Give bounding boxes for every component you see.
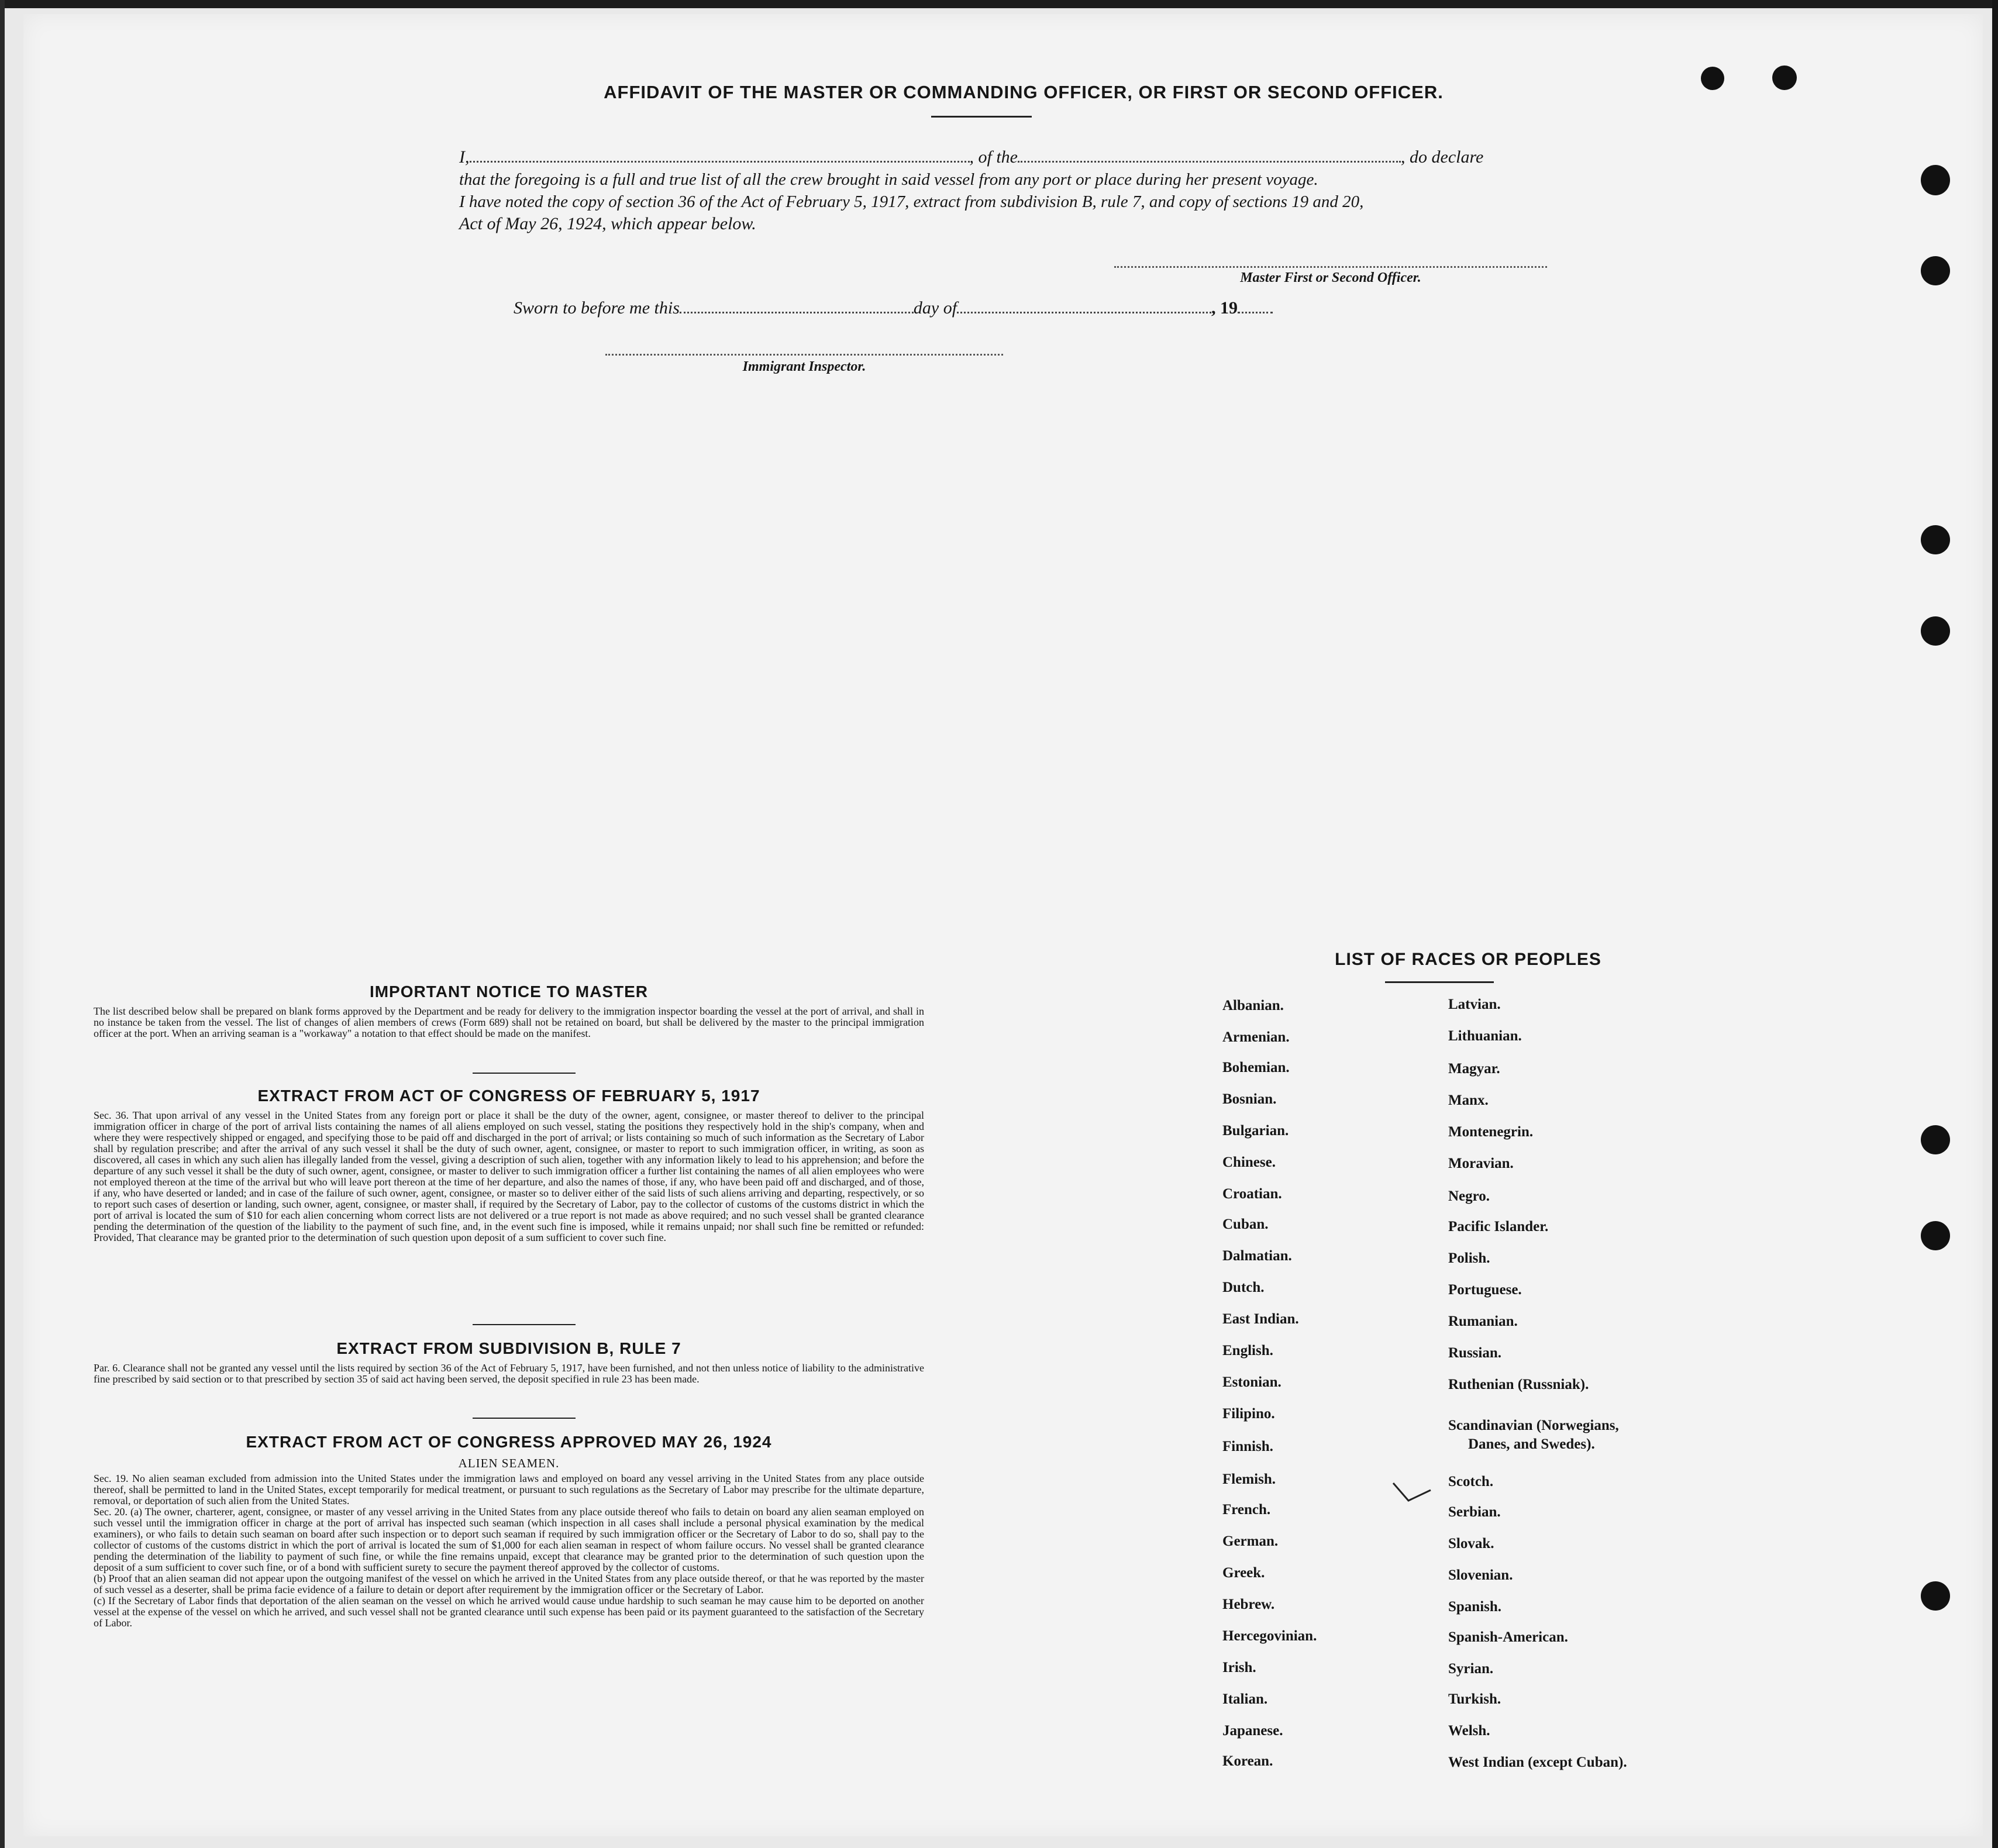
affidavit-line-3: I have noted the copy of section 36 of the Act of February 5, 1917, extract from subdivision B, rule 7, and copy of sections 19 and 20, <box>459 192 1364 211</box>
race-right: Ruthenian (Russniak). <box>1448 1377 1589 1392</box>
punch-hole <box>1921 165 1950 195</box>
sworn-year-field[interactable] <box>1238 312 1273 313</box>
rule7-text: Par. 6. Clearance shall not be granted any vessel until the lists required by section 36 of the Act of February 5, 1917, have been furnished, and not then unless notice of liability to the administrative fine prescribed by said section or to that prescribed by section 35 of said act having been served, the deposit specified in rule 23 has been made. <box>94 1362 924 1385</box>
race-right: Moravian. <box>1448 1156 1514 1171</box>
race-left: German. <box>1222 1533 1279 1549</box>
race-left: Armenian. <box>1222 1029 1290 1045</box>
race-left: Estonian. <box>1222 1374 1282 1390</box>
race-right: Syrian. <box>1448 1661 1494 1677</box>
sec-20b-text: (b) Proof that an alien seaman did not appear upon the outgoing manifest of the vessel on which he arrived in the United States from any place outside thereof, or that he was reported by the master of such vessel as a deserter, shall be prima facie evidence of a failure to detain or deport after requirement by the immigration officer or the Secretary of Labor. <box>94 1573 924 1595</box>
sec-20a-text: Sec. 20. (a) The owner, charterer, agent, consignee, or master of any vessel arriving in the United States from any place outside thereof who fails to detain on board any alien seaman employed on such vessel until the immigration officer in charge at the port of arrival has inspected such seaman (which inspection in all cases shall include a personal physical examination by the medical examiners), or who fails to detain such seaman on board after such inspection or to deport such seaman if required by such immigration officer or the Secretary of Labor to do so, shall pay to the collector of customs of the customs district in which the port of arrival is located the sum of $1,000 for each alien seaman in respect of whom failure occurs. No vessel shall be granted clearance pending the determination of the liability to payment of such fine, or while the fine remains unpaid, except that clearance may be granted prior to the determination of such question upon the deposit of a sum sufficient to cover such fine, or of a bond with sufficient surety to secure the payment thereof approved by the collector of customs. <box>94 1506 924 1573</box>
section-rule <box>473 1418 576 1419</box>
race-right: Latvian. <box>1448 997 1501 1012</box>
race-left: Japanese. <box>1222 1723 1283 1739</box>
extract-1917-text: Sec. 36. That upon arrival of any vessel in the United States from any foreign port or place it shall be the duty of the owner, agent, consignee, or master thereof to deliver to the principal immigration officer in charge of the port of arrival lists containing the names of all aliens employed on such vessel, stating the positions they respectively hold in the ship's company, when and where they were respectively shipped or engaged, and specifying those to be paid off and discharged in the port of arrival; or lists containing so much of such information as the Secretary of Labor shall by regulation prescribe; and after the arrival of any such vessel it shall be the duty of such owner, agent, consignee, or master to report to such immigration officer, in writing, as soon as discovered, all cases in which any such alien has illegally landed from the vessel, giving a description of such alien, together with any information likely to lead to his apprehension; and before the departure of any such vessel it shall be the duty of such owner, agent, consignee, or master to deliver to such immigration officer a further list containing the names of all alien employees who were not employed thereon at the time of the arrival but who will leave port thereon at the time of her departure, and also the names of those, if any, who have been paid off and discharged, and of those, if any, who have deserted or landed; and in case of the failure of such owner, agent, consignee, or master so to deliver either of the said lists of such aliens arriving and departing, respectively, or so to report such cases of desertion or landing, such owner, agent, consignee, or master shall, if required by the Secretary of Labor, pay to the collector of customs of the customs district in which the port of arrival is located the sum of $10 for each alien concerning whom correct lists are not delivered or a true report is not made as above required; and no such vessel shall be granted clearance pending the determination of the question of the liability to the payment of such fine, and, in the event such fine is imposed, while it remains unpaid; nor shall such fine be remitted or refunded: Provided, That clearance may be granted prior to the determination of such question upon deposit of a sum sufficient to cover such fine. <box>94 1109 924 1243</box>
races-title: LIST OF RACES OR PEOPLES <box>1335 950 1601 969</box>
signature-label: Master First or Second Officer. <box>1240 270 1421 285</box>
race-right: Welsh. <box>1448 1723 1490 1739</box>
affidavit-title-rule <box>931 116 1032 118</box>
sworn-month-field[interactable] <box>957 312 1211 313</box>
race-right: Slovenian. <box>1448 1567 1513 1583</box>
sworn-label: Sworn to before me this <box>514 298 680 318</box>
check-mark-icon <box>1392 1480 1433 1505</box>
punch-hole <box>1921 1125 1950 1154</box>
race-left: Bohemian. <box>1222 1060 1290 1075</box>
race-left: Bosnian. <box>1222 1091 1277 1107</box>
race-right: Scotch. <box>1448 1474 1494 1490</box>
race-right: Scandinavian (Norwegians, <box>1448 1418 1619 1433</box>
signature-field[interactable] <box>1114 266 1547 268</box>
race-left: English. <box>1222 1343 1273 1359</box>
race-right: Portuguese. <box>1448 1282 1522 1298</box>
race-right: Russian. <box>1448 1345 1502 1361</box>
race-left: Finnish. <box>1222 1439 1273 1454</box>
affidavit-line-4: Act of May 26, 1924, which appear below. <box>459 214 756 233</box>
extract-1924-section <box>94 1433 924 1629</box>
name-field[interactable] <box>470 161 970 163</box>
race-left: Dutch. <box>1222 1280 1265 1295</box>
race-right: Rumanian. <box>1448 1313 1518 1329</box>
sec-20c-text: (c) If the Secretary of Labor finds that deportation of the alien seaman on the vessel on which he arrived would cause undue hardship to such seaman he may cause him to be deported on another vessel at the expense of the vessel on which he arrived, and such vessel shall not be granted clearance until such expense has been paid or its payment guaranteed to the satisfaction of the Secretary of Labor. <box>94 1595 924 1629</box>
race-right: Turkish. <box>1448 1691 1501 1707</box>
race-left: Croatian. <box>1222 1186 1282 1202</box>
extract-1917-section <box>94 1087 924 1243</box>
section-rule <box>473 1073 576 1074</box>
race-right: Danes, and Swedes). <box>1468 1436 1595 1452</box>
notice-title: IMPORTANT NOTICE TO MASTER <box>369 982 649 1001</box>
race-right: Polish. <box>1448 1250 1490 1266</box>
race-left: Bulgarian. <box>1222 1123 1289 1139</box>
punch-hole <box>1921 616 1950 646</box>
race-left: Flemish. <box>1222 1471 1276 1487</box>
rule7-section <box>94 1339 924 1385</box>
sworn-line <box>514 298 1273 318</box>
race-left: Hebrew. <box>1222 1597 1275 1612</box>
punch-hole <box>1772 65 1797 90</box>
affidavit-text <box>459 146 1562 235</box>
race-left: East Indian. <box>1222 1311 1299 1327</box>
race-left: Greek. <box>1222 1565 1265 1581</box>
races-title-rule <box>1385 981 1494 983</box>
affidavit-i: I, <box>459 147 470 167</box>
vessel-field[interactable] <box>1018 161 1401 163</box>
race-right: Magyar. <box>1448 1061 1500 1077</box>
race-right: Manx. <box>1448 1092 1489 1108</box>
inspector-field[interactable] <box>605 354 1003 356</box>
extract-1924-subtitle: ALIEN SEAMEN. <box>458 1456 560 1470</box>
race-left: Italian. <box>1222 1691 1268 1707</box>
punch-hole <box>1921 256 1950 285</box>
scan-top-edge <box>0 0 1998 8</box>
day-of-label: day of <box>913 298 957 318</box>
race-left: Hercegovinian. <box>1222 1628 1317 1644</box>
race-left: Korean. <box>1222 1753 1273 1769</box>
race-left: French. <box>1222 1502 1271 1518</box>
scan-right-edge <box>1992 0 1998 1848</box>
notice-text: The list described below shall be prepared on blank forms approved by the Department and be ready for delivery to the immigration inspector boarding the vessel at the port of arrival, and shall in no instance be taken from the vessel. The list of changes of alien members of crews (Form 689) shall not be retained on board, but shall be delivered by the master to the principal immigration officer at the port. When an arriving seaman is a "workaway" a notation to that effect should be made on the manifest. <box>94 1005 924 1039</box>
punch-hole <box>1921 525 1950 554</box>
punch-hole <box>1921 1581 1950 1611</box>
race-left: Dalmatian. <box>1222 1248 1292 1264</box>
race-left: Albanian. <box>1222 998 1284 1013</box>
extract-1924-title: EXTRACT FROM ACT OF CONGRESS APPROVED MAY 26, 1924 <box>246 1433 772 1451</box>
race-left: Chinese. <box>1222 1154 1276 1170</box>
race-right: Montenegrin. <box>1448 1124 1534 1140</box>
race-right: Spanish. <box>1448 1599 1502 1615</box>
sworn-day-field[interactable] <box>680 312 914 313</box>
do-declare-label: , do declare <box>1401 147 1484 167</box>
race-right: West Indian (except Cuban). <box>1448 1754 1627 1770</box>
inspector-label: Immigrant Inspector. <box>742 359 866 374</box>
year-label: , 19 <box>1211 298 1238 318</box>
of-the-label: , of the <box>969 147 1018 167</box>
race-right: Serbian. <box>1448 1504 1501 1520</box>
notice-section <box>94 982 924 1039</box>
section-rule <box>473 1324 576 1325</box>
affidavit-line-1 <box>459 146 1562 168</box>
race-right: Negro. <box>1448 1188 1490 1204</box>
race-left: Cuban. <box>1222 1216 1269 1232</box>
race-right: Lithuanian. <box>1448 1028 1522 1044</box>
punch-hole <box>1921 1221 1950 1250</box>
race-left: Irish. <box>1222 1660 1256 1675</box>
scan-left-edge <box>0 0 5 1848</box>
affidavit-line-2: that the foregoing is a full and true list of all the crew brought in said vessel from any port or place during her present voyage. <box>459 170 1318 189</box>
extract-1917-title: EXTRACT FROM ACT OF CONGRESS OF FEBRUARY 5, 1917 <box>257 1087 760 1105</box>
race-right: Slovak. <box>1448 1536 1494 1552</box>
race-right: Pacific Islander. <box>1448 1219 1549 1235</box>
race-left: Filipino. <box>1222 1406 1275 1422</box>
race-right: Spanish-American. <box>1448 1629 1568 1645</box>
rule7-title: EXTRACT FROM SUBDIVISION B, RULE 7 <box>336 1339 681 1357</box>
punch-hole <box>1701 67 1724 90</box>
affidavit-title: AFFIDAVIT OF THE MASTER OR COMMANDING OFFICER, OR FIRST OR SECOND OFFICER. <box>604 82 1444 102</box>
sec-19-text: Sec. 19. No alien seaman excluded from admission into the United States under the immigration laws and employed on board any vessel arriving in the United States from any place outside thereof, shall be permitted to land in the United States, except temporarily for medical treatment, or pursuant to such regulations as the Secretary of Labor may prescribe for the ultimate departure, removal, or deportation of such alien from the United States. <box>94 1473 924 1506</box>
